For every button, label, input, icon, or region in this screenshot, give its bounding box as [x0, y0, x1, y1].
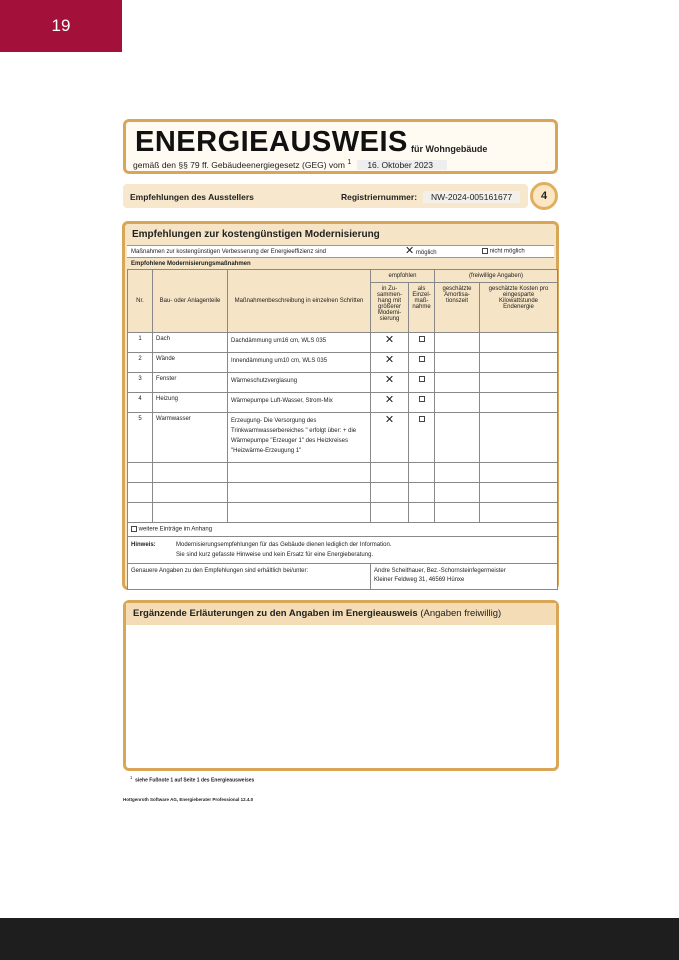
row-bauteil: Heizung: [153, 393, 228, 413]
contact-name: Andre Scheithauer, Bez.-Schornsteinfegermeister: [374, 567, 506, 574]
einzel-checkbox[interactable]: [409, 373, 435, 393]
erl-title: Ergänzende Erläuterungen zu den Angaben im Energieausweis: [133, 608, 418, 619]
possible-line: [127, 245, 554, 257]
section-title: Empfehlungen zur kostengünstigen Modernisierung: [132, 229, 380, 240]
zusammen-checkbox[interactable]: [371, 353, 409, 373]
possible-text: Maßnahmen zur kostengünstigen Verbesserung der Energieeffizienz sind: [131, 249, 327, 255]
hinweis-label: Hinweis:: [131, 541, 156, 548]
erlaeuterungen-section: [123, 600, 559, 771]
document-header: [123, 119, 558, 174]
hinweis-text-2: Sie sind kurz gefasste Hinweise und kein Ersatz für eine Energieberatung.: [176, 551, 374, 558]
row-beschreibung: Dachdämmung um16 cm, WLS 035: [228, 333, 371, 353]
zusammen-checkbox[interactable]: [371, 393, 409, 413]
row-bauteil: Dach: [153, 333, 228, 353]
row-nr: 1: [128, 333, 153, 353]
col-bauteil: Bau- oder Anlagenteile: [153, 270, 228, 333]
row-amortisation: [435, 413, 480, 463]
possible-label: möglich: [415, 250, 437, 256]
checkbox-icon: [419, 376, 425, 382]
row-amortisation: [435, 373, 480, 393]
table-row: [128, 393, 558, 413]
row-nr: 5: [128, 413, 153, 463]
col-nr: Nr.: [128, 270, 153, 333]
law-text: gemäß den §§ 79 ff. Gebäudeenergiegesetz (GEG) vom: [133, 159, 345, 170]
row-bauteil: Warmwasser: [153, 413, 228, 463]
weitere-label: weitere Einträge im Anhang: [138, 526, 213, 533]
row-amortisation: [435, 353, 480, 373]
erlaeuterungen-title: [126, 603, 556, 625]
col-kosten: geschätzte Kosten pro eingesparte Kilowattstunde Endenergie: [480, 283, 558, 333]
row-beschreibung: Innendämmung um10 cm, WLS 035: [228, 353, 371, 373]
row-beschreibung: Wärmeschutzverglasung: [228, 373, 371, 393]
col-einzel: als Einzel-maß-nahme: [409, 283, 435, 333]
zusammen-checkbox[interactable]: [371, 333, 409, 353]
einzel-checkbox[interactable]: [409, 353, 435, 373]
col-amortisation: geschätzte Amortisa-tionszeit: [435, 283, 480, 333]
checkbox-icon: [419, 336, 425, 342]
footnote-mark: 1: [130, 775, 133, 780]
reg-label: Registriernummer:: [341, 192, 418, 202]
row-kosten: [480, 373, 558, 393]
document-subtitle: für Wohngebäude: [411, 144, 488, 154]
row-kosten: [480, 333, 558, 353]
footnote-mark: 1: [347, 158, 352, 166]
checkbox-icon: [419, 356, 425, 362]
checked-x-icon: ✕: [384, 354, 395, 366]
checked-x-icon: ✕: [384, 394, 395, 406]
contact-address: Kleiner Feldweg 31, 46569 Hünxe: [374, 576, 465, 583]
checkbox-icon: [419, 396, 425, 402]
document-title: ENERGIEAUSWEIS: [135, 126, 408, 158]
weitere-eintraege[interactable]: [128, 523, 558, 537]
checkbox-icon: [419, 416, 425, 422]
einzel-checkbox[interactable]: [409, 333, 435, 353]
page-number-badge: 19: [0, 0, 122, 52]
col-empfohlen: empfohlen: [371, 270, 435, 283]
not-possible-label: nicht möglich: [489, 248, 525, 255]
section-subheading: Empfohlene Modernisierungsmaßnahmen: [127, 257, 554, 269]
table-row: [128, 373, 558, 393]
checkbox-icon: [131, 526, 137, 532]
reg-number: NW-2024-005161677: [423, 191, 520, 203]
checked-x-icon: ✕: [405, 245, 415, 257]
table-row: [128, 333, 558, 353]
checkbox-icon: [482, 248, 488, 254]
not-possible-option[interactable]: [482, 248, 525, 255]
col-freiwillig: (freiwillige Angaben): [435, 270, 558, 283]
bottom-bar: [0, 918, 679, 960]
row-bauteil: Wände: [153, 353, 228, 373]
row-amortisation: [435, 333, 480, 353]
checked-x-icon: ✕: [384, 414, 395, 426]
law-date: 16. Oktober 2023: [357, 160, 447, 170]
modernisierung-section: [122, 221, 559, 590]
page-circle: 4: [530, 182, 558, 210]
table-row: [128, 413, 558, 463]
einzel-checkbox[interactable]: [409, 413, 435, 463]
footnote-text: siehe Fußnote 1 auf Seite 1 des Energieausweises: [135, 777, 255, 784]
band-label: Empfehlungen des Ausstellers: [130, 192, 254, 202]
zusammen-checkbox[interactable]: [371, 413, 409, 463]
law-reference: [133, 158, 447, 170]
possible-option[interactable]: [405, 247, 437, 256]
genauere-angaben: Genauere Angaben zu den Empfehlungen sind erhältlich bei/unter:: [128, 563, 371, 589]
software-credit: Hottgenroth Software AG, Energieberater Professional 12.4.0: [123, 797, 254, 802]
checked-x-icon: ✕: [384, 334, 395, 346]
col-beschreibung: Maßnahmenbeschreibung in einzelnen Schritten: [228, 270, 371, 333]
col-zusammen: in Zu-sammen-hang mit größerer Modemi-sierung: [371, 283, 409, 333]
einzel-checkbox[interactable]: [409, 393, 435, 413]
row-amortisation: [435, 393, 480, 413]
row-kosten: [480, 413, 558, 463]
row-beschreibung: Wärmepumpe Luft-Wasser, Strom-Mix: [228, 393, 371, 413]
row-nr: 3: [128, 373, 153, 393]
hinweis-text-1: Modernisierungsempfehlungen für das Gebäude dienen lediglich der Information.: [176, 541, 392, 548]
row-nr: 4: [128, 393, 153, 413]
row-kosten: [480, 353, 558, 373]
section-band: [123, 184, 528, 208]
row-nr: 2: [128, 353, 153, 373]
row-beschreibung: Erzeugung- Die Versorgung des Trinkwarmwasserbereiches " erfolgt über: + die Wärmepumpe "Erzeuger 1" des Heizkreises "Heizwärme-Erzeugung 1": [228, 413, 371, 463]
zusammen-checkbox[interactable]: [371, 373, 409, 393]
table-row: [128, 353, 558, 373]
row-kosten: [480, 393, 558, 413]
checked-x-icon: ✕: [384, 374, 395, 386]
row-bauteil: Fenster: [153, 373, 228, 393]
erl-note: (Angaben freiwillig): [420, 608, 502, 619]
footnote: [130, 775, 254, 784]
measures-table: [127, 269, 558, 590]
